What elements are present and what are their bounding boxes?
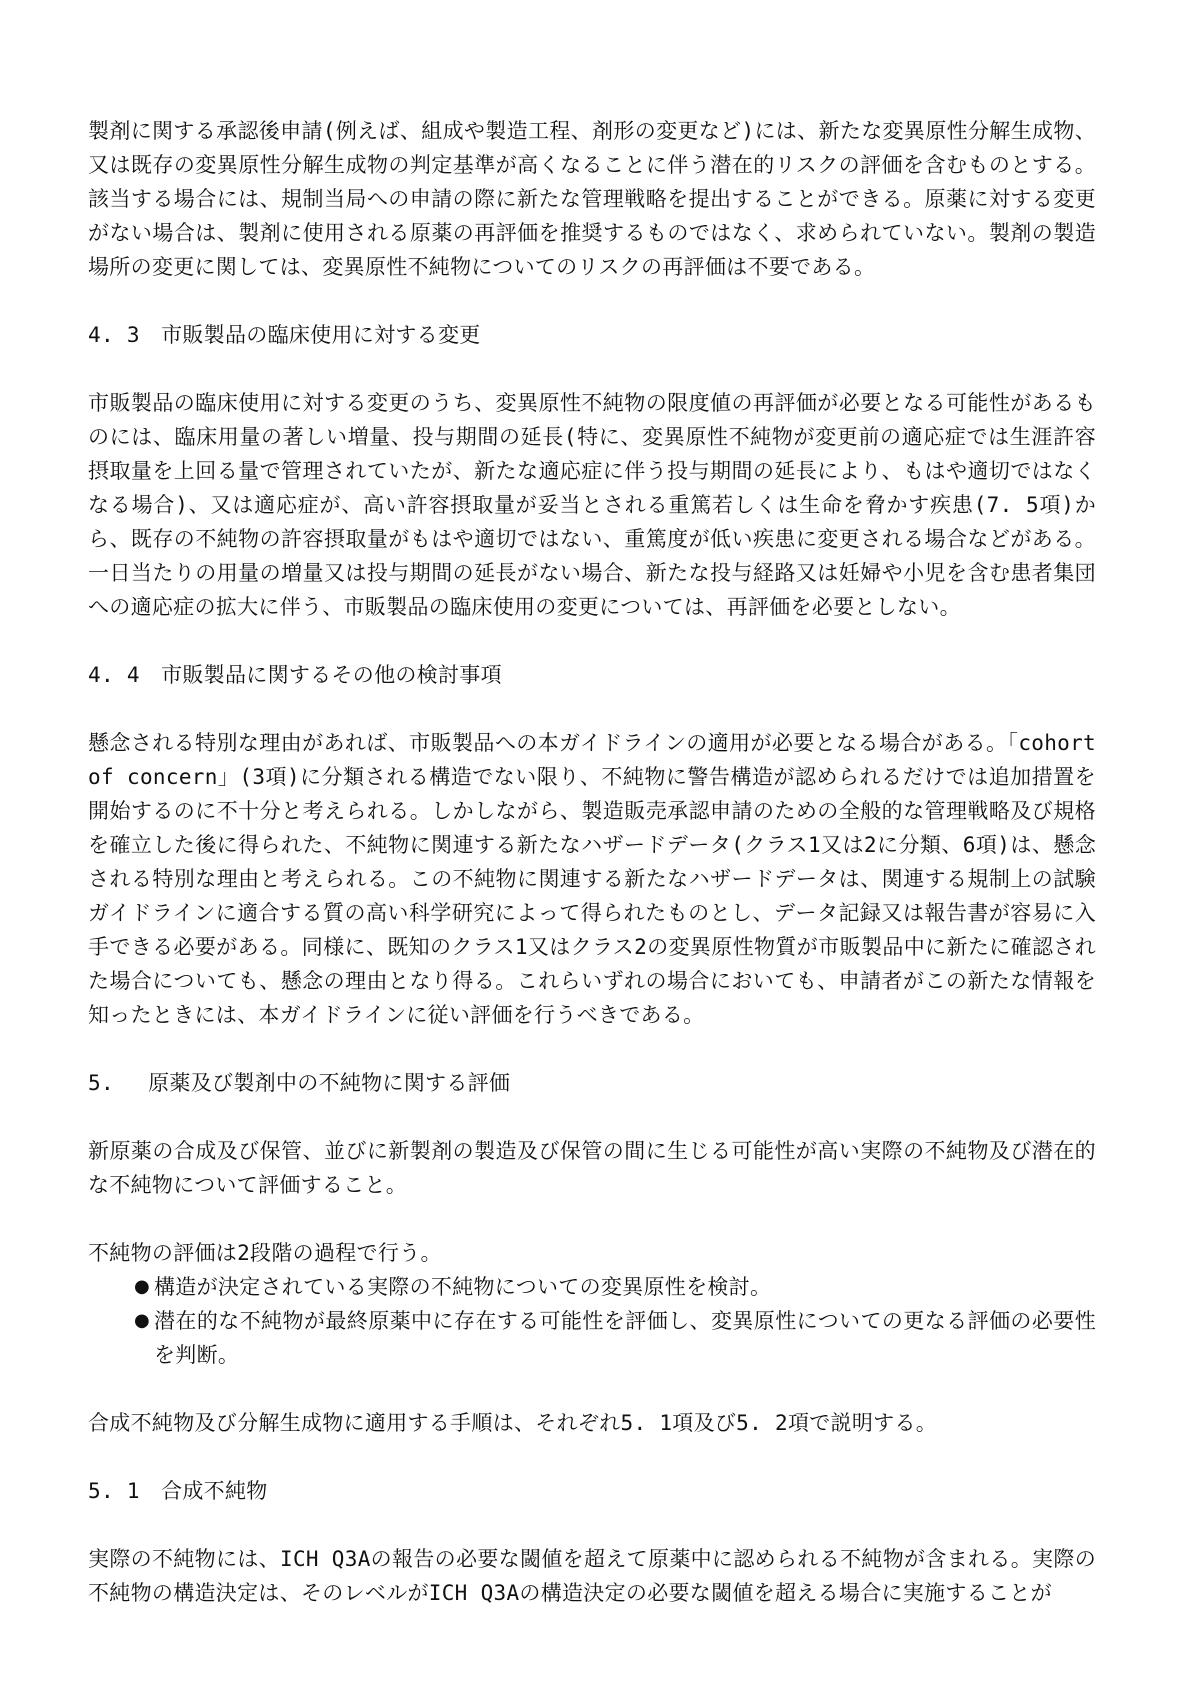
bullet-icon: ● [134, 1276, 151, 1297]
paragraph-other-considerations: 懸念される特別な理由があれば、市販製品への本ガイドラインの適用が必要となる場合がある。「cohort of concern」(3項)に分類される構造でない限り、不純物に警告構造が認められるだけでは追加措置を開始するのに不十分と考えられる。しかしながら、製造販売承認申請のための全般的な管理戦略及び規格を確立した後に得られた、不純物に関連する新たなハザードデータ(クラス1又は2に分類、6項)は、懸念される特別な理由と考えられる。この不純物に関連する新たなハザードデータは、関連する規制上の試験ガイドラインに適合する質の高い科学研究によって得られたものとし、データ記録又は報告書が容易に入手できる必要がある。同様に、既知のクラス1又はクラス2の変異原性物質が市販製品中に新たに確認された場合についても、懸念の理由となり得る。これらいずれの場合においても、申請者がこの新たな情報を知ったときには、本ガイドラインに従い評価を行うべきである。 [88, 731, 1096, 1027]
section-heading-5-1: 5. 1 合成不純物 [88, 1479, 268, 1503]
bullet-text: 構造が決定されている実際の不純物についての変異原性を検討。 [154, 1275, 772, 1299]
paragraph-two-step-process: 不純物の評価は2段階の過程で行う。 [88, 1241, 442, 1265]
bullet-text: 潜在的な不純物が最終原薬中に存在する可能性を評価し、変異原性についての更なる評価の必要性を判断。 [154, 1309, 1096, 1367]
paragraph-impurity-evaluation: 新原薬の合成及び保管、並びに新製剤の製造及び保管の間に生じる可能性が高い実際の不純物及び潜在的な不純物について評価すること。 [88, 1139, 1096, 1197]
paragraph-clinical-use-changes: 市販製品の臨床使用に対する変更のうち、変異原性不純物の限度値の再評価が必要となる可能性があるものには、臨床用量の著しい増量、投与期間の延長(特に、変異原性不純物が変更前の適応症では生涯許容摂取量を上回る量で管理されていたが、新たな適応症に伴う投与期間の延長により、もはや適切ではなくなる場合)、又は適応症が、高い許容摂取量が妥当とされる重篤若しくは生命を脅かす疾患(7. 5項)から、既存の不純物の許容摂取量がもはや適切ではない、重篤度が低い疾患に変更される場合などがある。一日当たりの用量の増量又は投与期間の延長がない場合、新たな投与経路又は妊婦や小児を含む患者集団への適応症の拡大に伴う、市販製品の臨床使用の変更については、再評価を必要としない。 [88, 391, 1096, 619]
paragraph-synthetic-impurities: 実際の不純物には、ICH Q3Aの報告の必要な閾値を超えて原薬中に認められる不純物が含まれる。実際の不純物の構造決定は、そのレベルがICH Q3Aの構造決定の必要な閾値を超える場合に実施することが [88, 1547, 1096, 1605]
document-body [88, 114, 1096, 1610]
bullet-item [88, 1270, 1096, 1304]
bullet-item [88, 1304, 1096, 1372]
section-heading-5: 5. 原薬及び製剤中の不純物に関する評価 [88, 1071, 511, 1095]
bullet-list [88, 1270, 1096, 1372]
paragraph-procedures: 合成不純物及び分解生成物に適用する手順は、それぞれ5. 1項及び5. 2項で説明する。 [88, 1411, 938, 1435]
paragraph-post-approval-changes: 製剤に関する承認後申請(例えば、組成や製造工程、剤形の変更など)には、新たな変異原性分解生成物、又は既存の変異原性分解生成物の判定基準が高くなることに伴う潜在的リスクの評価を含むものとする。該当する場合には、規制当局への申請の際に新たな管理戦略を提出することができる。原薬に対する変更がない場合は、製剤に使用される原薬の再評価を推奨するものではなく、求められていない。製剤の製造場所の変更に関しては、変異原性不純物についてのリスクの再評価は不要である。 [88, 119, 1096, 279]
section-heading-4-4: 4. 4 市販製品に関するその他の検討事項 [88, 663, 502, 687]
section-heading-4-3: 4. 3 市販製品の臨床使用に対する変更 [88, 323, 481, 347]
bullet-icon: ● [134, 1310, 151, 1331]
